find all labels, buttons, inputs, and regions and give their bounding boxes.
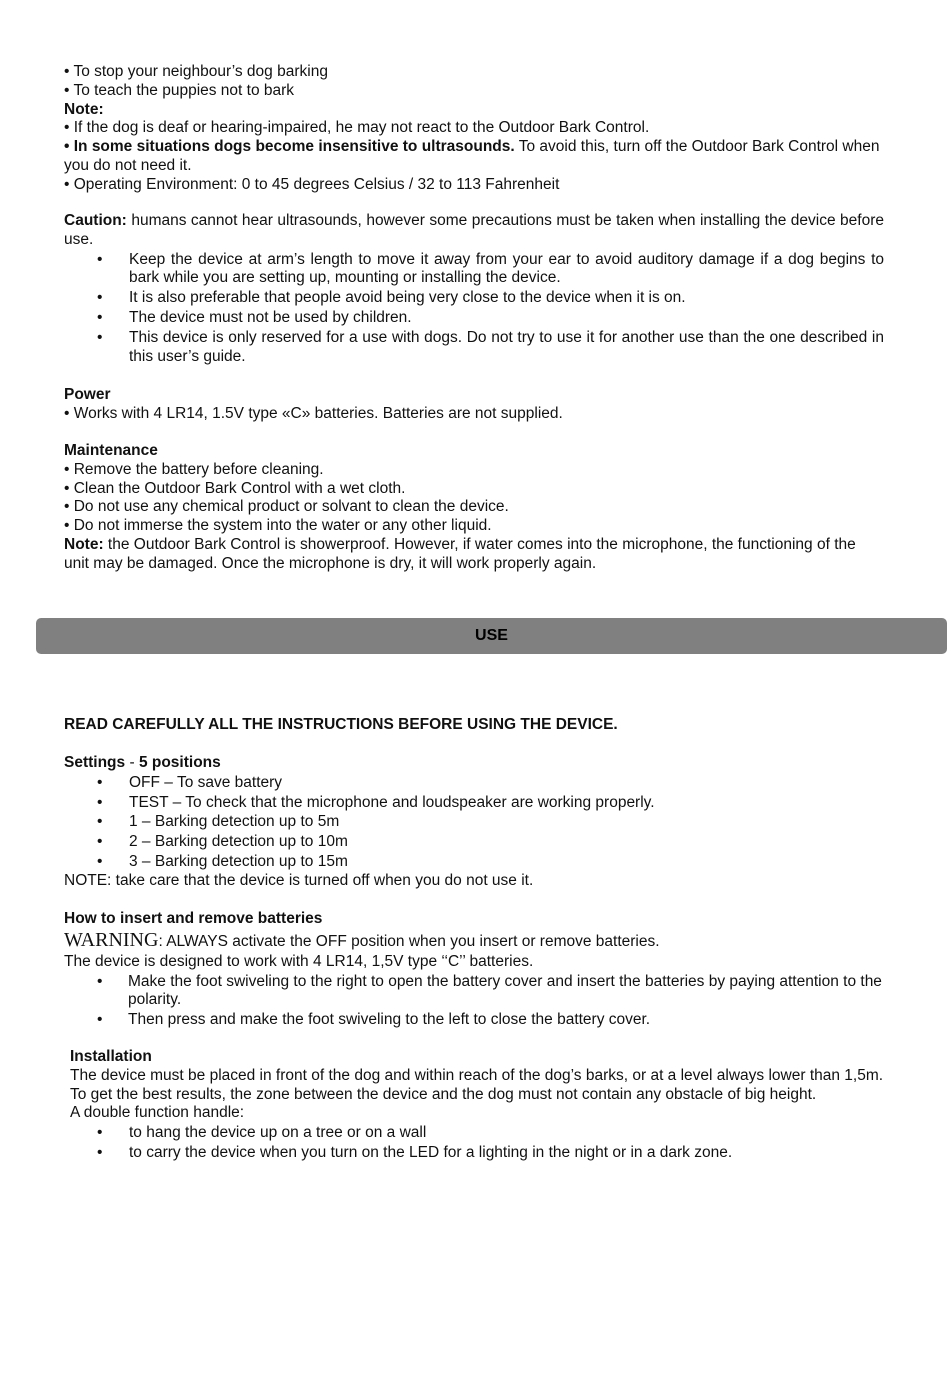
list-item: • It is also preferable that people avoid being very close to the device when it is on. — [64, 289, 884, 308]
list-item: • Keep the device at arm’s length to move it away from your ear to avoid auditory damage if a dog begins to bark while you are setting up, mounting or installing the device. — [64, 251, 884, 289]
power-heading: Power — [64, 386, 111, 403]
maintenance-line: • Do not immerse the system into the water or any other liquid. — [64, 517, 492, 535]
maintenance-line: • Do not use any chemical product or solvant to clean the device. — [64, 498, 509, 516]
maintenance-note — [64, 536, 884, 574]
note-line — [64, 138, 884, 176]
caution-text: humans cannot hear ultrasounds, however some precautions must be taken when installing the device before use. — [64, 212, 884, 248]
list-item: • to hang the device up on a tree or on a wall — [64, 1124, 884, 1143]
power-line: • Works with 4 LR14, 1.5V type «C» batteries. Batteries are not supplied. — [64, 404, 563, 422]
maintenance-line: • Clean the Outdoor Bark Control with a wet cloth. — [64, 479, 406, 497]
installation-handle: A double function handle: — [70, 1104, 245, 1122]
note-line: • If the dog is deaf or hearing-impaired, he may not react to the Outdoor Bark Control. — [64, 119, 650, 137]
read-carefully-heading: READ CAREFULLY ALL THE INSTRUCTIONS BEFORE USING THE DEVICE. — [64, 716, 618, 733]
caution-paragraph — [64, 212, 884, 250]
use-section-bar — [36, 618, 947, 654]
list-item: • 3 – Barking detection up to 15m — [64, 853, 884, 872]
installation-list — [64, 1124, 884, 1163]
list-item: • 2 – Barking detection up to 10m — [64, 833, 884, 852]
installation-heading: Installation — [70, 1048, 152, 1065]
maintenance-heading: Maintenance — [64, 442, 158, 459]
list-item: • OFF – To save battery — [64, 774, 884, 793]
settings-section — [64, 754, 884, 891]
read-carefully-section — [64, 716, 884, 735]
settings-heading-b: 5 positions — [138, 754, 221, 771]
settings-heading-a: Settings — [64, 754, 126, 771]
note-text: To avoid this, turn off the Outdoor Bark Control when you do not need it. — [64, 138, 880, 174]
list-item: • The device must not be used by children. — [64, 309, 884, 328]
intro-bullet: • To stop your neighbour’s dog barking — [64, 63, 328, 80]
list-item: • TEST – To check that the microphone and loudspeaker are working properly. — [64, 794, 884, 813]
batteries-design: The device is designed to work with 4 LR14, 1,5V type ‘‘C’’ batteries. — [64, 952, 534, 970]
batteries-section — [64, 910, 884, 1030]
maintenance-note-label: Note: — [64, 535, 104, 553]
intro-bullet: • To teach the puppies not to bark — [64, 81, 295, 99]
maintenance-note-text: the Outdoor Bark Control is showerproof. However, if water comes into the microphone, the functioning of the unit may be damaged. Once the microphone is dry, it will work properly again. — [64, 535, 856, 572]
maintenance-section — [64, 442, 884, 574]
warning-text: : ALWAYS activate the OFF position when you insert or remove batteries. — [158, 932, 660, 950]
settings-heading — [64, 754, 884, 773]
batteries-warning — [64, 929, 884, 953]
installation-text: The device must be placed in front of the dog and within reach of the dog’s barks, or at a level always lower than 1,5m. To get the best results, the zone between the device and the dog must not contain any obstacle of big height. — [70, 1066, 884, 1103]
caution-list — [64, 251, 884, 367]
settings-note: NOTE: take care that the device is turned off when you do not use it. — [64, 871, 534, 889]
note-bold-text: • In some situations dogs become insensitive to ultrasounds. — [64, 138, 515, 156]
warning-word: WARNING — [64, 928, 159, 951]
use-section-title: USE — [475, 627, 508, 644]
power-section — [64, 386, 884, 424]
list-item: • 1 – Barking detection up to 5m — [64, 813, 884, 832]
note-line: • Operating Environment: 0 to 45 degrees Celsius / 32 to 113 Fahrenheit — [64, 175, 560, 193]
intro-section — [64, 63, 884, 195]
installation-section — [70, 1048, 884, 1163]
maintenance-line: • Remove the battery before cleaning. — [64, 460, 324, 478]
batteries-heading: How to insert and remove batteries — [64, 910, 323, 927]
list-item: • to carry the device when you turn on the LED for a lighting in the night or in a dark zone. — [64, 1144, 884, 1163]
list-item: • Make the foot swiveling to the right to open the battery cover and insert the batteries by paying attention to the polarity. — [64, 973, 884, 1011]
settings-list — [64, 774, 884, 872]
settings-heading-sep: - — [125, 754, 139, 771]
caution-label: Caution: — [64, 212, 127, 229]
caution-section — [64, 212, 884, 366]
batteries-list — [64, 973, 884, 1030]
list-item: • This device is only reserved for a use with dogs. Do not try to use it for another use than the one described in this user’s guide. — [64, 329, 884, 367]
list-item: • Then press and make the foot swiveling to the left to close the battery cover. — [64, 1011, 884, 1030]
note-heading: Note: — [64, 100, 104, 118]
